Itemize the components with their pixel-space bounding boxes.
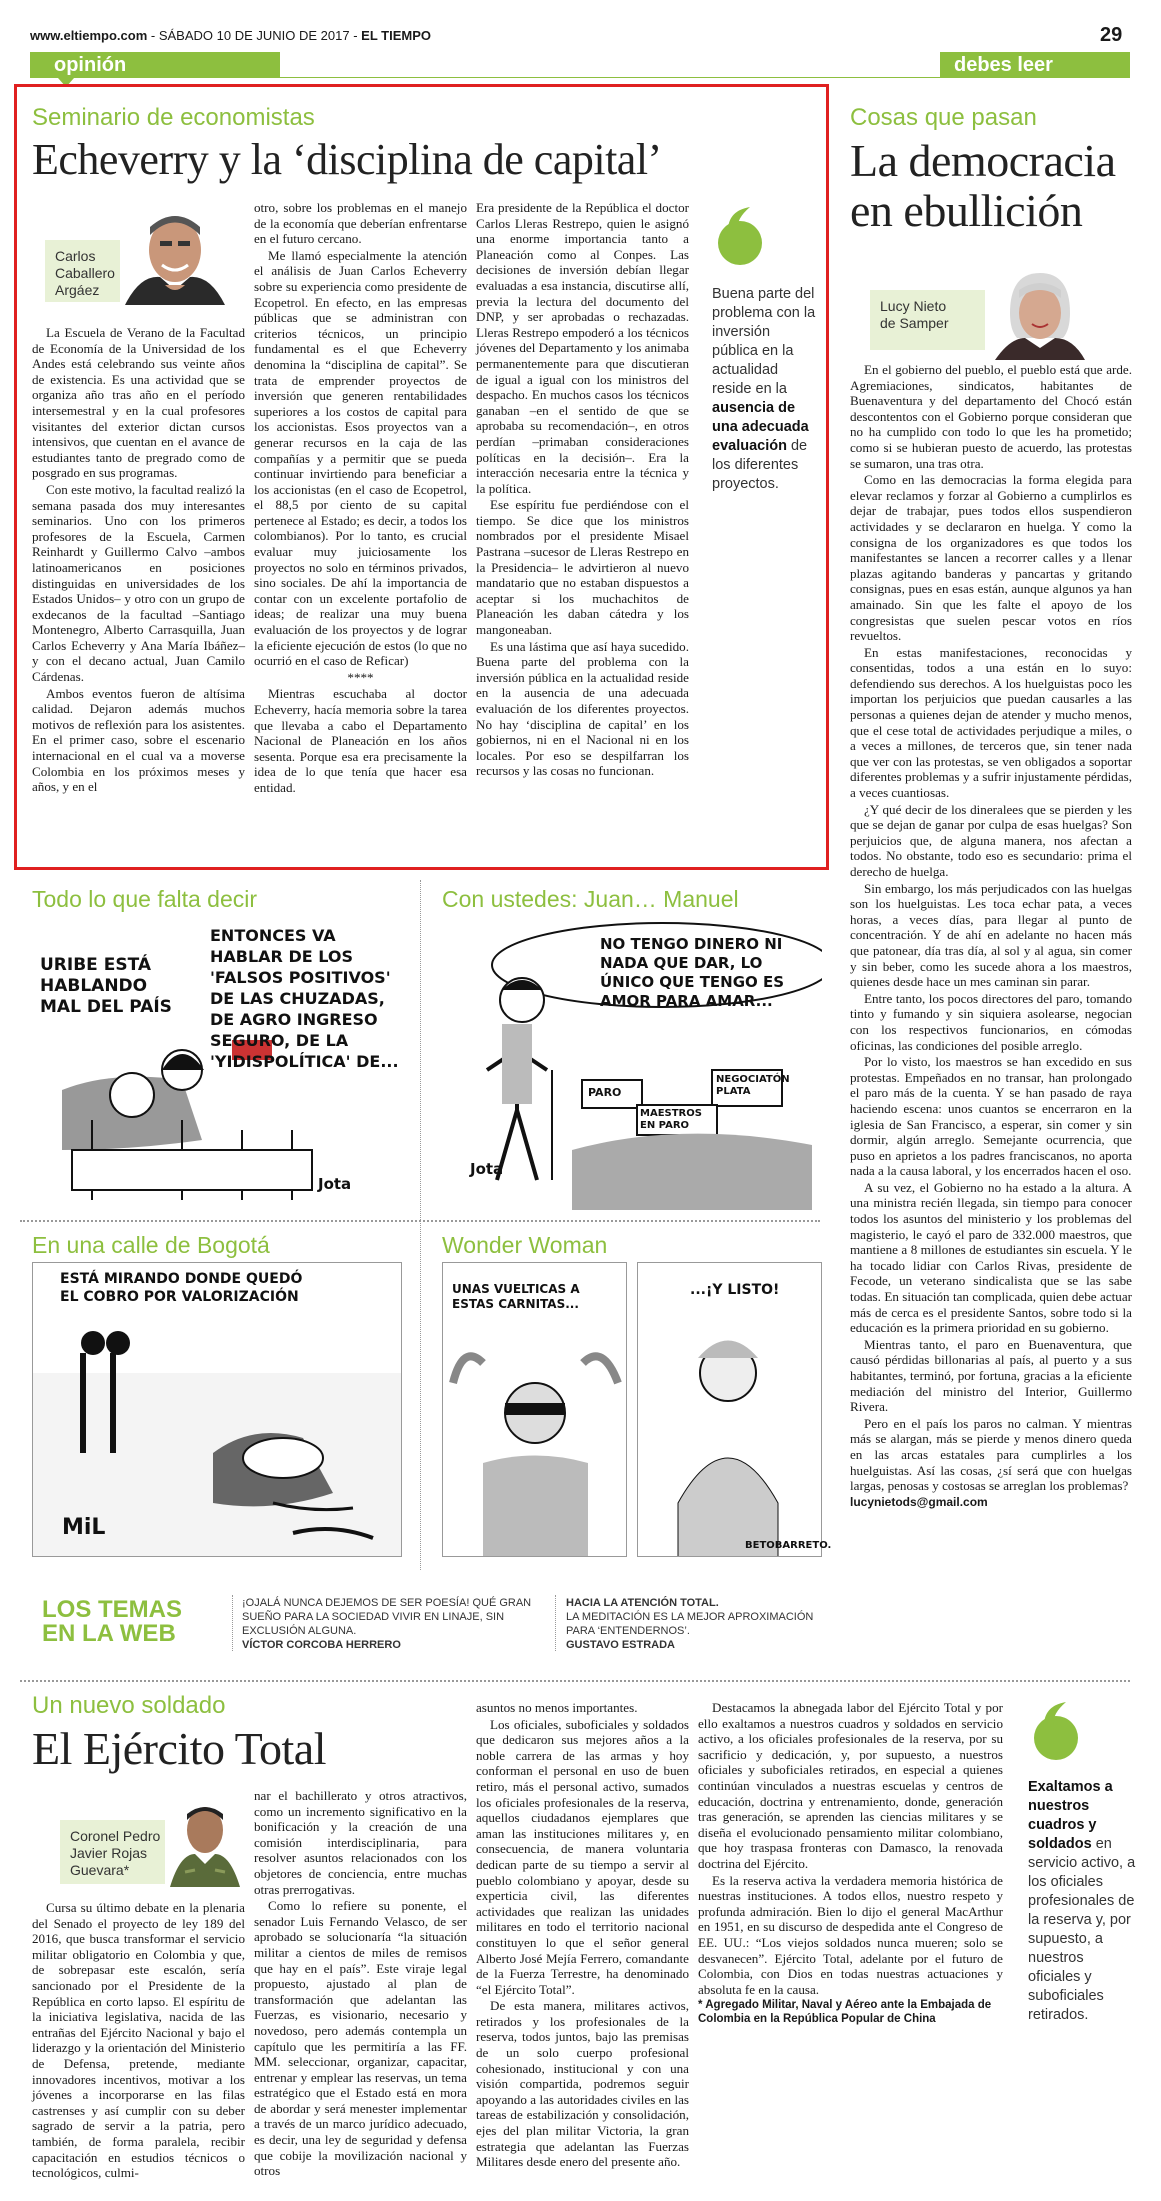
author-photo-caballero: [120, 205, 230, 305]
article2-kicker: Cosas que pasan: [850, 104, 1037, 131]
cartoon2-sign-maestros: MAESTROS EN PARO: [640, 1108, 702, 1131]
cartoon4-signature: BETOBARRETO.: [745, 1540, 832, 1551]
cartoon2-sign-negociaton: NEGOCIATÓN PLATA: [716, 1074, 790, 1097]
cartoon2-speech: NO TENGO DINERO NI NADA QUE DAR, LO ÚNICO QUE TENGO ES AMOR PARA AMAR...: [600, 935, 785, 1010]
section-divider: [20, 1680, 1130, 1682]
author-email[interactable]: lucynietods@gmail.com: [850, 1494, 988, 1509]
cartoon3-speech: ESTÁ MIRANDO DONDE QUEDÓ EL COBRO POR VALORIZACIÓN: [60, 1271, 303, 1305]
masthead: www.eltiempo.com - SÁBADO 10 DE JUNIO DE 2017 - EL TIEMPO: [30, 28, 431, 43]
site-link[interactable]: www.eltiempo.com: [30, 28, 148, 43]
brand-name: EL TIEMPO: [361, 28, 431, 43]
issue-date: SÁBADO 10 DE JUNIO DE 2017: [158, 28, 350, 43]
article2-title: La democracia en ebullición: [850, 135, 1116, 236]
paragraph: En el gobierno del pueblo, el pueblo está que arde. Agremiaciones, sindicatos, habitantes de Buenaventura y del departamento del Chocó están descontentos con el Gobierno porque consideran que no ha cumplido con todo lo que les ha prometido; como si se hubieran puesto de acuerdo, las protestas se sumaron, una tras otra.: [850, 362, 1132, 471]
paragraph: Ese espíritu fue perdiéndose con el tiempo. Se dice que los ministros nombrados por el presidente Misael Pastrana –sucesor de Lleras Restrepo en la Presidencia– le advirtieron al nuevo mandatario que no estaban dispuestos a aceptar si los muchachitos de Planeación les daban cátedra y los mangoneaban.: [476, 497, 689, 638]
quote-mark-icon: [1028, 1700, 1084, 1766]
article3-title: El Ejército Total: [32, 1723, 327, 1774]
paragraph: Entre tanto, los pocos directores del paro, tomando tinto y fumando y sin siquiera asolearse, negocian con los respectivos funcionarios, en cómodas oficinas, las condiciones del posible arreglo.: [850, 990, 1132, 1053]
paragraph: La Escuela de Verano de la Facultad de Economía de la Universidad de los Andes está celebrando sus veinte años de existencia. Es una actividad que se organiza año tras año en el período intersemestral y en la cual profesores visitantes del exterior dictan cursos intensivos, que cuentan en el avance de estudiantes tanto de pregrado como de posgrado en sus programas.: [32, 325, 245, 481]
paragraph: Mientras escuchaba al doctor Echeverry, hacía memoria sobre la tarea que llevaba a cabo el Departamento Nacional de Planeación en los años sesenta. Porque esa era precisamente la idea de lo que tenía que hacer esa entidad.: [254, 686, 467, 795]
cartoon4-speech-left: UNAS VUELTICAS A ESTAS CARNITAS...: [452, 1282, 580, 1311]
article1-column-3: [476, 200, 689, 780]
section-separator: ****: [347, 669, 374, 685]
paragraph: Era presidente de la República el doctor Carlos Lleras Restrepo, quien le asignó una enorme importancia tanto a Planeación como al Conpes. Las decisiones de inversión debían llegar evaluadas a esa instancia, discutirse allí, previa la lectura del documento del DNP, y ser aprobadas o rechazadas. Lleras Restrepo empoderó a los técnicos jóvenes del Departamento y los animaba permanentemente para que discutieran de igual a igual con los ministros del despacho. En muchos casos los técnicos ganaban –en el sentido de que se aprobaba su recomendación–, en otros perdían –primaban consideraciones políticas en la decisión–. Era la interacción necesaria entre la técnica y la política.: [476, 200, 689, 496]
cartoon1-title: Todo lo que falta decir: [32, 886, 258, 912]
paragraph: Me llamó especialmente la atención el análisis de Juan Carlos Echeverry sobre su experiencia como presidente de Ecopetrol. En efecto, en las empresas públicas que se administran con criterios técnicos, un principio fundamental es el que Echeverry denomina la “disciplina de capital”. Se trata de emprender proyectos de inversión que generen rentabilidades superiores a los costos de capital para los accionistas. Esos proyectos van a generar recursos en la caja de las compañías y a permitir que se pueda continuar invirtiendo para beneficiar a los accionistas (en el caso de Ecopetrol, el 88,5 por ciento de su capital pertenece al Estado; es decir, a todos los colombianos). Por lo tanto, es crucial evaluar muy juiciosamente los proyectos no solo en términos privados, sino sociales. De ahí la importancia de contar con un excelente portafolio de ideas; de realizar una muy buena evaluación de los proyectos y de lograr la eficiente ejecución de estos (lo que no ocurrió en el caso de Reficar): [254, 247, 467, 669]
paragraph: Ambos eventos fueron de altísima calidad. Dejaron además muchos motivos de reflexión para los asistentes. En el primer caso, sobre el escenario internacional en el cual va a moverse Colombia en los próximos meses y años, y en el: [32, 685, 245, 795]
cartoon2-signature: Jota: [470, 1160, 504, 1178]
article3-column-4: [698, 1700, 1003, 2027]
cartoon4-speech-right: ...¡Y LISTO!: [690, 1282, 780, 1298]
paragraph: De esta manera, militares activos, retirados y los profesionales de la reserva, todos juntos, bajo las premisas de un solo cuerpo profesional cohesionado, institucional y con una visión compartida, podremos seguir apoyando a las autoridades civiles en las tareas de estabilización y consolidación, ejes del plan militar Victoria, la gran estrategia que adelantan las Fuerzas Militares desde enero del presente año.: [476, 1998, 689, 2170]
article3-column-3: [476, 1700, 689, 2171]
author-photo-nieto: [985, 268, 1095, 360]
page-number: 29: [1100, 24, 1123, 46]
article1-title: Echeverry y la ‘disciplina de capital’: [32, 135, 662, 184]
paragraph: A su vez, el Gobierno no ha estado a la altura. A una ministra recién llegada, sin tiempo para conocer todos los asuntos del ministerio y los problemas del magisterio, le cayó el paro de 332.000 maestros, que mantiene a 8 millones de estudiantes sin escuela. Y le ha tocado lidiar con Carlos Rivas, presidente de Fecode, un veterano sindicalista que se las sabe todas. En situación tan complicada, quien debe actuar más de cerca es el presidente Santos, sobre todo si la educación es la primera prioridad en su gobierno.: [850, 1179, 1132, 1336]
cartoon2-sign-paro: PARO: [588, 1086, 622, 1099]
article3-pull-quote: Exaltamos a nuestros cuadros y soldados en servicio activo, a los oficiales profesionales de la reserva y, por supuesto, a nuestros oficiales y suboficiales retirados.: [1028, 1779, 1136, 2023]
web-topics-divider-1: [232, 1595, 233, 1651]
cartoon-divider-vertical: [420, 880, 421, 1570]
paragraph: otro, sobre los problemas en el manejo de la economía que deberían enfrentarse en el futuro cercano.: [254, 200, 467, 247]
paragraph: Sin embargo, los más perjudicados con las huelgas son los huelguistas. Les toca echar pata, a veces horas, a veces días, para llegar al punto de concentración. Y de ahí en adelante no hacen más que patonear, día tras día, al sol y al agua, sin comer y sin beber, como les sucede ahora a los maestros, quienes desde hace un mes caminan sin parar.: [850, 880, 1132, 990]
article1-column-1: [32, 325, 245, 796]
web-topics-divider-2: [555, 1595, 556, 1651]
cartoon4-title: Wonder Woman: [442, 1232, 608, 1258]
paragraph: Cursa su último debate en la plenaria del Senado el proyecto de ley 189 del 2016, que busca transformar el servicio militar obligatorio en Colombia y que, de sobrepasar este escalón, sería sancionado por el Presidente de la República en corto lapso. El espíritu de la iniciativa legislativa, nacida de las entrañas del Ejército Nacional y bajo el liderazgo y la orientación del Ministerio de Defensa, pretende, mediante innovadores incentivos, motivar a los jóvenes a incorporarse en las filas castrenses y así cumplir con su deber sagrado de servir a la patria, pero también, de forma paralela, recibir capacitación en estudios técnicos o tecnológicos, culmi-: [32, 1900, 245, 2181]
author-name: Coronel Pedro Javier Rojas Guevara*: [70, 1828, 161, 1878]
paragraph: nar el bachillerato y otros atractivos, como un incremento significativo en la bonificación y la creación de una comisión interdisciplinaria, para resolver asuntos relacionados con los objetores de conciencia, entre muchas otras prerrogativas.: [254, 1788, 467, 1897]
paragraph: Por lo visto, los maestros se han excedido en sus protestas. Empeñados en no transar, han prolongado el paro más de la cuenta. Y se han pasado de raya haciendo escena: unos cuantos se encerraron en la iglesia de San Francisco, a esperar, sin comer y sin dormir, algún arreglo. Semejante ocurrencia, que puso en aprietos a los padres franciscanos, no aporta nada a la causa laboral, y los encerrados hacen el oso.: [850, 1054, 1132, 1179]
paragraph: ¿Y qué decir de los dineralees que se pierden y les que se dejan de ganar por culpa de esas huelgas? Son perjuicios que, de alguna manera, nos afectan a todos. No obstante, todo eso es secundario: prima el derecho de huelga.: [850, 801, 1132, 879]
paragraph: Es una lástima que así haya sucedido. Buena parte del problema con la inversión pública en la actualidad reside en la ausencia de una adecuada evaluación de los diferentes proyectos. No hay ‘disciplina de capital’ en los gobiernos, ni en el Nacional ni en los locales. Por eso se despilfarran los recursos y las cosas no funcionan.: [476, 638, 689, 779]
article3-column-2: [254, 1788, 467, 2180]
article3-column-1: [32, 1900, 245, 2182]
web-topic-2[interactable]: HACIA LA ATENCIÓN TOTAL. LA MEDITACIÓN ES LA MEJOR APROXIMACIÓN PARA ‘ENTENDERNOS’. GUSTAVO ESTRADA: [566, 1597, 814, 1651]
article3-kicker: Un nuevo soldado: [32, 1692, 226, 1719]
paragraph: Con este motivo, la facultad realizó la semana pasada dos muy interesantes seminarios. Uno con los primeros profesores de la Escuela, Carmen Reinhardt y Guillermo Calvo –ambos latinoamericanos en posiciones distinguidas en universidades de los Estados Unidos– y otro con un grupo de exdecanos de la facultad –Santiago Montenegro, Alberto Carrasquilla, Juan Carlos Echeverry y Ana María Ibáñez– y con el decano actual, Juan Camilo Cárdenas.: [32, 481, 245, 685]
article2-body: [850, 362, 1132, 1511]
article1-pull-quote: Buena parte del problema con la inversión pública en la actualidad reside en la ausencia de una adecuada evaluación de los diferentes proyectos.: [712, 286, 816, 492]
section-bar-left: [30, 52, 280, 78]
cartoon1-signature: Jota: [318, 1175, 352, 1193]
cartoon1-caption-left: URIBE ESTÁ HABLANDO MAL DEL PAÍS: [40, 955, 172, 1017]
paragraph: Como en las democracias la forma elegida para elevar reclamos y forzar al Gobierno a cumplirlos es dejar de trabajar, pues todos ellos suspendieron actividades y se declararon en huelga. Y como la consigna de los organizadores es que todos los manifestantes se lancen a recorrer calles y a llenar plazas agitando banderas y pancartas y gritando consignas, pues en esas están, aunque algunos ya han amainado. Sin que les falte el apoyo de los congresistas que suelen pescar votos en ríos revueltos.: [850, 472, 1132, 644]
section-label-opinion: opinión: [54, 54, 127, 76]
paragraph: Los oficiales, suboficiales y soldados que dedicaron sus mejores años a la noble carrera de las armas y hoy conforman el personal en uso de buen retiro, más el personal activo, sumados los oficiales profesionales de la reserva, aquellos ciudadanos ejemplares que aman las instituciones militares y, en consecuencia, de manera voluntaria dedican parte de su tiempo a servir al pueblo colombiano y apoyar, desde su experticia civil, las diferentes actividades que realizan las unidades militares en todo el territorio nacional constituyen lo que el señor general Alberto José Mejía Ferrero, comandante de la Fuerza Terrestre, ha denominado “el Ejército Total”.: [476, 1716, 689, 1997]
cartoon1-caption-right: ENTONCES VA HABLAR DE LOS 'FALSOS POSITIVOS' DE LAS CHUZADAS, DE AGRO INGRESO SEGURO, DE LA 'YIDISPOLÍTICA' DE...: [210, 926, 399, 1071]
quote-mark-icon: [712, 205, 768, 271]
cartoon4-panel-right: [637, 1262, 822, 1557]
article1-column-2: [254, 200, 467, 797]
paragraph: Destacamos la abnegada labor del Ejército Total y por ello exaltamos a nuestros cuadros y soldados en servicio activo, a los oficiales profesionales de la reserva, por su sacrificio y dedicación, y, por supuesto, a nuestros oficiales y suboficiales retirados, en especial a quienes continúan vinculados a nuestras escuelas y centros de educación, doctrina y entrenamiento, donde, generación tras generación, se aprenden las ciencias militares y se diseña el evolucionado pensamiento militar colombiano, que hoy traspasa fronteras con Damasco, la renovada doctrina del Ejército.: [698, 1700, 1003, 1871]
paragraph: asuntos no menos importantes.: [476, 1700, 638, 1715]
paragraph: En estas manifestaciones, reconocidas y consentidas, todos a una están en lo suyo: defendiendo sus derechos. A los huelguistas poco les importan los perjuicios que puedan causarles a las personas a quienes dejan de atender y mucho menos, que el cese total de actividades perjudique a miles, o a veces a millones, de terceros que, sin tener nada que ver con las protestas, se ven obligados a soportar diferentes problemas y a sufrir injustamente pérdidas, a veces cuantiosas.: [850, 644, 1132, 801]
paragraph: Como lo refiere su ponente, el senador Luis Fernando Velasco, de ser aprobado se solucionaría “la situación militar a cientos de miles de remisos que hay en el país”. Este viraje legal propuesto, ajustado al plan de transformación que adelantan las Fuerzas, es visionario, necesario y novedoso, pero además contempla un capítulo que les permitiría a las FF. MM. seleccionar, organizar, capacitar, entrenar y emplear las reservas, un tema estratégico que el Estado está en mora de abordar y será menester implementar a través de un marco jurídico adecuado, es decir, una ley de seguridad y defensa que cobije la movilización nacional y otros: [254, 1898, 467, 2179]
cartoon-divider-horizontal: [20, 1220, 820, 1222]
paragraph: Mientras tanto, el paro en Buenaventura, que causó pérdidas billonarias al país, al puerto y a sus habitantes, terminó, por fortuna, gracias a la eficiente mediación del ministro del Interior, Guillermo Rivera.: [850, 1336, 1132, 1415]
article1-kicker: Seminario de economistas: [32, 104, 315, 131]
paragraph: Es la reserva activa la verdadera memoria histórica de nuestras instituciones. A todos ellos, nuestro respeto y profunda admiración. Bien lo dijo el general MacArthur en 1951, en su discurso de despedida ante el Congreso de EE. UU.: “Los viejos soldados nunca mueren; solo se desvanecen”. Ejército Total, adelante por el futuro de Colombia, con Dios en todas nuestras actuaciones y absoluta fe en la causa.: [698, 1872, 1003, 1997]
author-name: Carlos Caballero Argáez: [55, 248, 115, 298]
section-bar-right: [940, 52, 1130, 78]
web-topics-label: LOS TEMAS EN LA WEB: [42, 1596, 183, 1647]
author-photo-rojas: [165, 1792, 245, 1887]
web-topic-1[interactable]: ¡OJALÁ NUNCA DEJEMOS DE SER POESÍA! QUÉ GRAN SUEÑO PARA LA SOCIEDAD VIVIR EN LINAJE, SIN EXCLUSIÓN ALGUNA. VÍCTOR CORCOBA HERRERO: [242, 1597, 532, 1651]
cartoon2-title: Con ustedes: Juan… Manuel: [442, 886, 739, 912]
section-label-debes-leer: debes leer: [954, 54, 1053, 76]
cartoon3-signature: MiL: [62, 1515, 106, 1540]
author-name: Lucy Nieto de Samper: [880, 298, 949, 331]
section-bar-line: [280, 77, 940, 78]
article3-footnote: * Agregado Militar, Naval y Aéreo ante la Embajada de Colombia en la República Popular de China: [698, 1999, 992, 2026]
cartoon3-drawing: [32, 1262, 402, 1557]
paragraph: Pero en el país los paros no calman. Y mientras más se alargan, más se pierde y menos dinero queda en las arcas estatales para cumplirles a los huelguistas. Así las cosas, ¿sí será que con huelgas largas, penosas y costosas se arreglan los problemas?: [850, 1415, 1132, 1494]
cartoon3-title: En una calle de Bogotá: [32, 1232, 270, 1258]
